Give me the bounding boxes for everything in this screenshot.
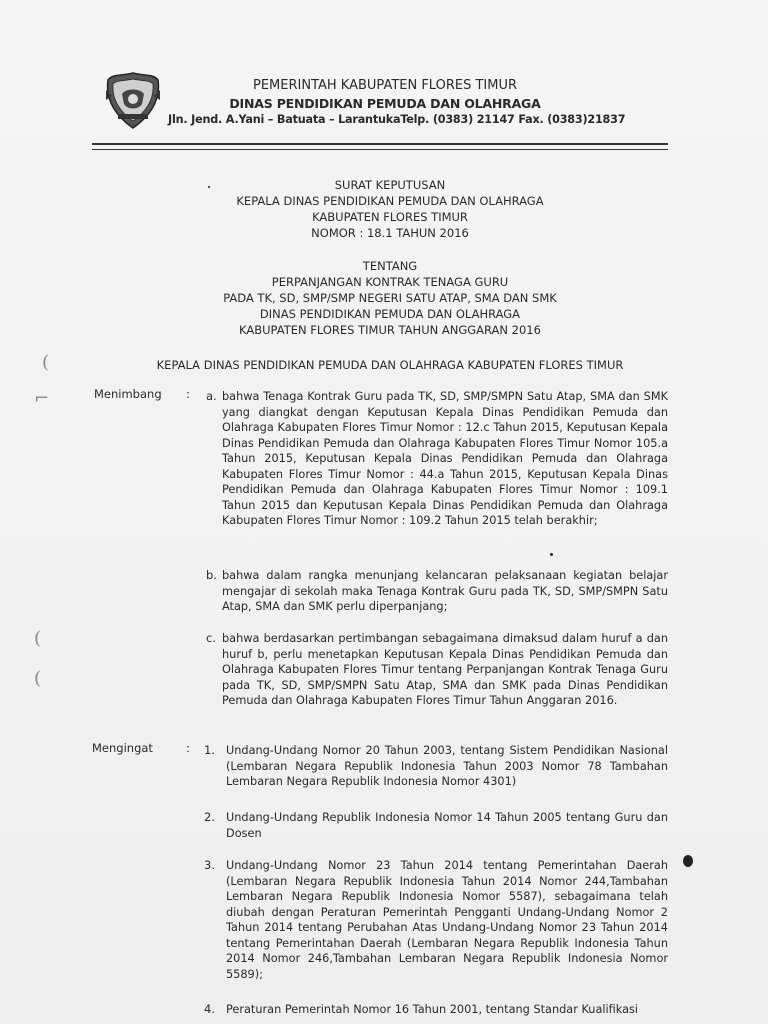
punch-hole-mark: ( xyxy=(34,668,42,689)
menimbang-item-text: bahwa dalam rangka menunjang kelancaran pelaksanaan kegiatan belajar mengajar di sekolah maka Tenaga Kontrak Guru pada TK, SD, SMP/SMPN Satu Atap, SMA dan SMK perlu diperpanjang; xyxy=(222,569,668,613)
decree-title: SURAT KEPUTUSAN xyxy=(334,178,446,192)
ink-speck xyxy=(208,186,210,188)
item-marker: 3. xyxy=(204,858,215,872)
ink-speck xyxy=(683,855,693,867)
menimbang-item-text: bahwa berdasarkan pertimbangan sebagaimana dimaksud dalam huruf a dan huruf b, perlu menetapkan Keputusan Kepala Dinas Pendidikan Pemuda dan Olahraga Kabupaten Flores Timur tentang Perpanjangan Kontrak Tenaga Guru pada TK, SD, SMP/SMPN Satu Atap, SMA dan SMK pada Dinas Pendidikan Pemuda dan Olahraga Kabupaten Flores Timur Tahun Anggaran 2016. xyxy=(222,632,668,707)
letterhead-rule-thick xyxy=(92,143,668,145)
item-marker: 2. xyxy=(204,810,215,824)
mengingat-colon: : xyxy=(186,741,190,755)
menimbang-item-text: bahwa Tenaga Kontrak Guru pada TK, SD, SMP/SMPN Satu Atap, SMA dan SMK yang diangkat dengan Keputusan Kepala Dinas Pendidikan Pemuda dan Olahraga Kabupaten Flores Timur Nomor : 12.c Tahun 2015, Keputusan Kepala Dinas Pendidikan Pemuda dan Olahraga Kabupaten Flores Timur Nomor 105.a Tahun 2015, Keputusan Kepala Dinas Pendidikan Pemuda dan Olahraga Kabupaten Flores Timur Nomor : 44.a Tahun 2015, Keputusan Kepala Dinas Pendidikan Pemuda dan Olahraga Kabupaten Flores Timur Nomor : 109.1 Tahun 2015 dan Keputusan Kepala Dinas Pendidikan Pemuda dan Olahraga Kabupaten Flores Timur Nomor : 109.2 Tahun 2015 telah berakhir; xyxy=(222,390,668,527)
regency-crest-icon xyxy=(104,70,162,132)
letterhead-government: PEMERINTAH KABUPATEN FLORES TIMUR xyxy=(253,78,517,93)
item-marker: 4. xyxy=(204,1002,215,1016)
punch-hole-mark: ( xyxy=(34,628,42,649)
subject-line: PADA TK, SD, SMP/SMP NEGERI SATU ATAP, SMA DAN SMK xyxy=(223,291,557,305)
decree-authority: KEPALA DINAS PENDIDIKAN PEMUDA DAN OLAHRAGA xyxy=(236,194,544,208)
letterhead-rule-thin xyxy=(92,149,668,150)
subject-line: DINAS PENDIDIKAN PEMUDA DAN OLAHRAGA xyxy=(259,307,521,321)
mengingat-item-text: Undang-Undang Republik Indonesia Nomor 14 Tahun 2005 tentang Guru dan Dosen xyxy=(226,811,668,840)
issuer-line: KEPALA DINAS PENDIDIKAN PEMUDA DAN OLAHRAGA KABUPATEN FLORES TIMUR xyxy=(156,358,624,372)
item-marker: 1. xyxy=(204,743,215,757)
item-marker: c. xyxy=(206,631,216,645)
menimbang-colon: : xyxy=(186,387,190,401)
ink-speck xyxy=(550,553,553,556)
subject-line: KABUPATEN FLORES TIMUR TAHUN ANGGARAN 2016 xyxy=(239,323,541,337)
item-marker: a. xyxy=(206,389,217,403)
subject-heading: TENTANG xyxy=(362,259,418,273)
punch-hole-mark: ⌐ xyxy=(34,388,50,409)
decree-number: NOMOR : 18.1 TAHUN 2016 xyxy=(311,226,469,240)
letterhead-address: Jln. Jend. A.Yani – Batuata – LarantukaTelp. (0383) 21147 Fax. (0383)21837 xyxy=(168,113,626,126)
subject-line: PERPANJANGAN KONTRAK TENAGA GURU xyxy=(271,275,509,289)
mengingat-item-text: Peraturan Pemerintah Nomor 16 Tahun 2001, tentang Standar Kualifikasi xyxy=(226,1003,639,1016)
letterhead-agency: DINAS PENDIDIKAN PEMUDA DAN OLAHRAGA xyxy=(229,96,541,111)
mengingat-item-text: Undang-Undang Nomor 20 Tahun 2003, tentang Sistem Pendidikan Nasional (Lembaran Negara Republik Indonesia Tahun 2003 Nomor 78 Tambahan Lembaran Negara Republik Indonesia Nomor 4301) xyxy=(226,744,668,788)
mengingat-item-text: Undang-Undang Nomor 23 Tahun 2014 tentang Pemerintahan Daerah (Lembaran Negara Republik Indonesia Tahun 2014 Nomor 244,Tambahan Lembaran Negara Republik Indonesia Nomor 5587), sebagaimana telah diubah dengan Peraturan Pemerintah Pengganti Undang-Undang Nomor 2 Tahun 2014 tentang Perubahan Atas Undang-Undang Nomor 23 Tahun 2014 tentang Pemerintahan Daerah (Lembaran Negara Republik Indonesia Tahun 2014 Nomor 246,Tambahan Lembaran Negara Republik Indonesia Nomor 5589); xyxy=(226,859,668,981)
punch-hole-mark: ( xyxy=(42,352,50,373)
mengingat-label: Mengingat xyxy=(92,741,153,755)
item-marker: b. xyxy=(206,568,217,582)
decree-region: KABUPATEN FLORES TIMUR xyxy=(312,210,468,224)
menimbang-label: Menimbang xyxy=(94,387,162,401)
